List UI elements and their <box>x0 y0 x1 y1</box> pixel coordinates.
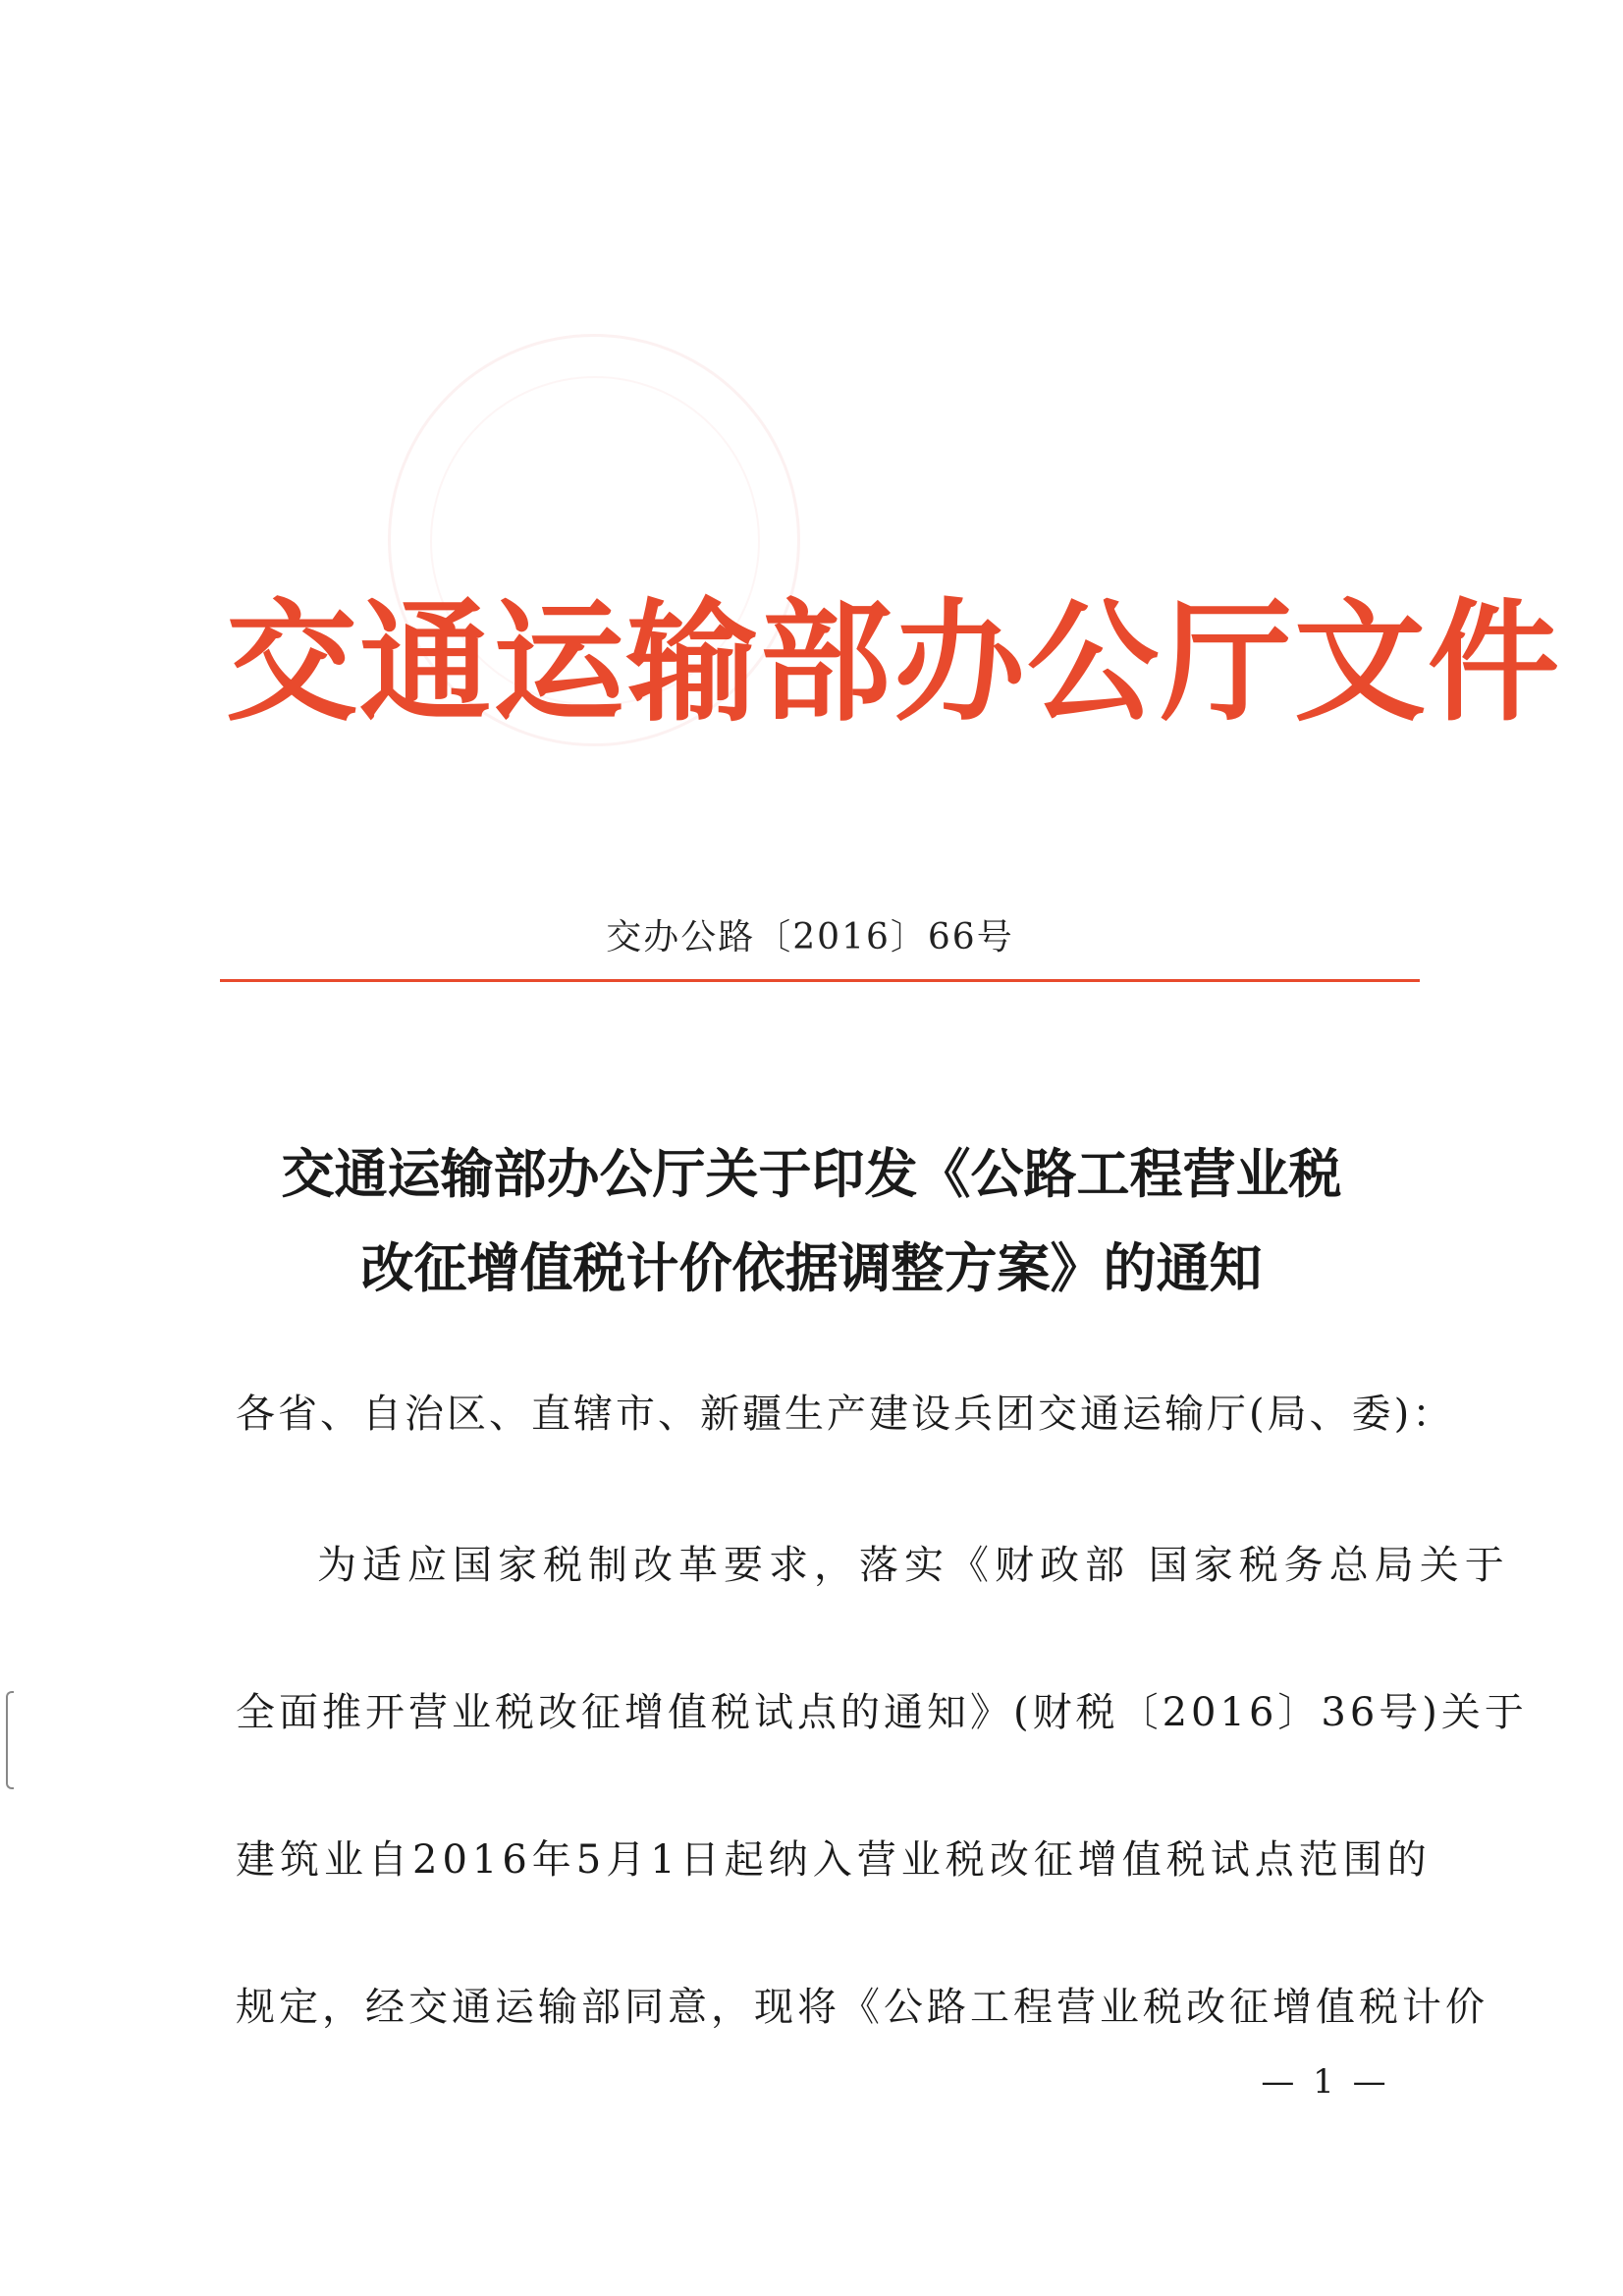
notice-title-line-2: 改征增值税计价依据调整方案》的通知 <box>360 1236 1263 1299</box>
notice-title-line-1: 交通运输部办公厅关于印发《公路工程营业税 <box>281 1142 1342 1205</box>
red-divider-line <box>220 979 1420 982</box>
body-text-line: 为适应国家税制改革要求，落实《财政部 国家税务总局关于 <box>317 1543 1510 1588</box>
binding-edge-mark <box>6 1691 14 1789</box>
body-text-line: 全面推开营业税改征增值税试点的通知》(财税〔2016〕36号)关于 <box>236 1690 1528 1735</box>
page-number: — 1 — <box>1261 2062 1390 2102</box>
body-text-line: 建筑业自2016年5月1日起纳入营业税改征增值税试点范围的 <box>236 1837 1432 1883</box>
document-number: 交办公路〔2016〕66号 <box>606 917 1014 957</box>
addressee-line: 各省、自治区、直辖市、新疆生产建设兵团交通运输厅(局、委)： <box>236 1392 1455 1437</box>
body-text-line: 规定，经交通运输部同意，现将《公路工程营业税改征增值税计价 <box>236 1985 1488 2030</box>
issuer-header: 交通运输部办公厅文件 <box>226 586 1562 739</box>
